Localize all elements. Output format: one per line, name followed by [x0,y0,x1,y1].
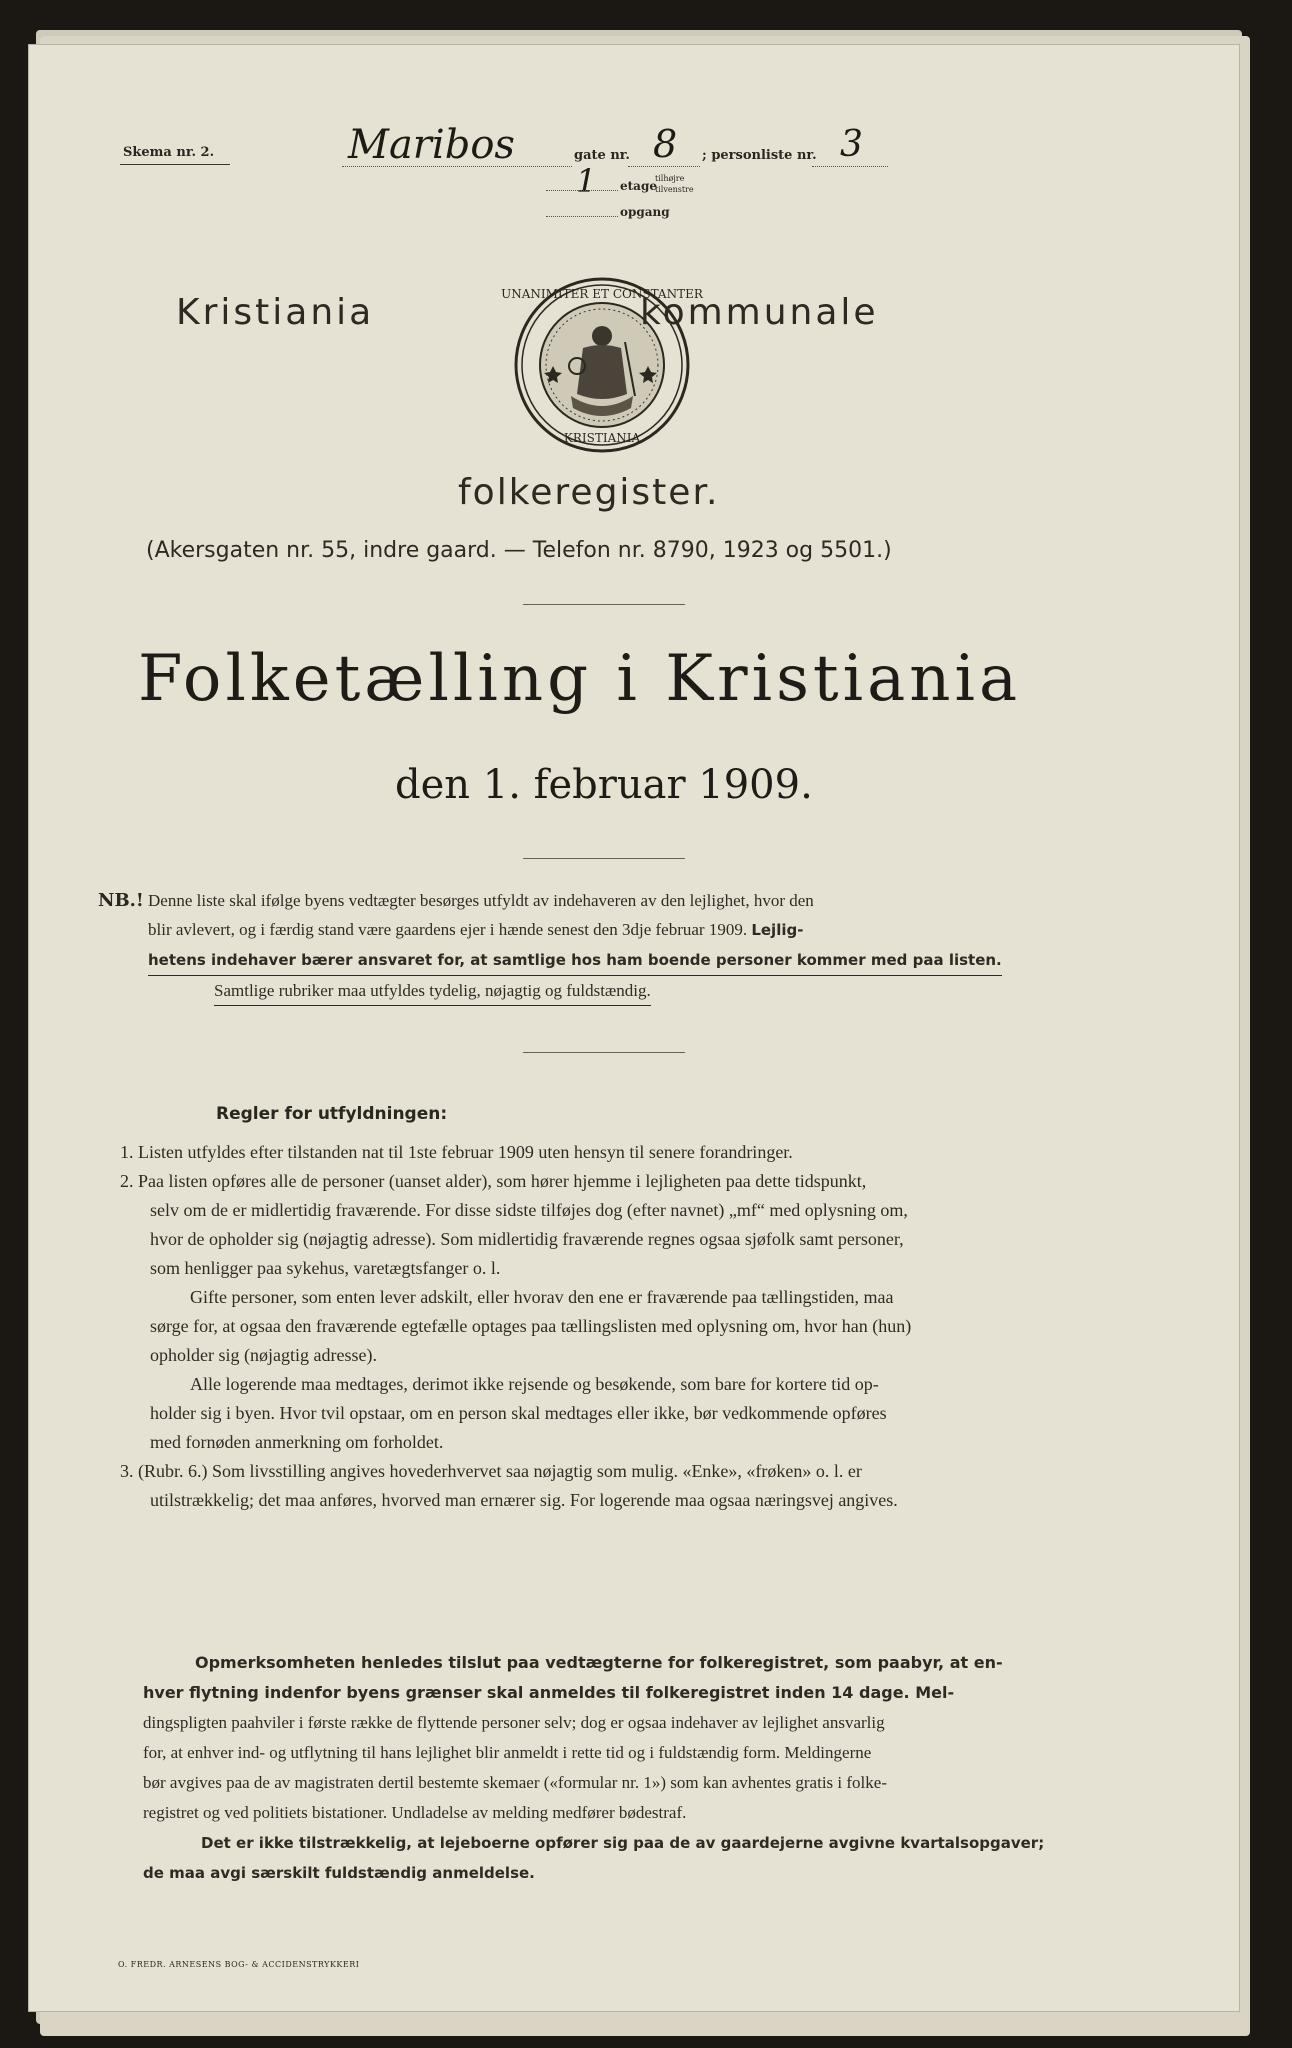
rule-line: holder sig i byen. Hvor tvil opstaar, om en person skal medtages eller ikke, bør vedkommende opføres [150,1403,887,1423]
svg-text:UNANIMITER ET CONSTANTER: UNANIMITER ET CONSTANTER [501,287,703,301]
nb-line-4: Samtlige rubriker maa utfyldes tydelig, nøjagtig og fuldstændig. [214,976,651,1006]
rule-line: Alle logerende maa medtages, derimot ikke rejsende og besøkende, som bare for kortere tid op- [190,1374,879,1394]
nb-line-2: blir avlevert, og i færdig stand være gaardens ejer i hænde senest den 3dje februar 1909. Lejlig- [148,920,804,939]
nb-paragraph [148,886,1158,1006]
rules-list [120,1138,1160,1515]
rule-line: opholder sig (nøjagtig adresse). [150,1345,377,1365]
skema-underline [120,164,230,165]
notice-line: Opmerksomheten henledes tilslut paa vedtægterne for folkeregistret, som paabyr, at en- [195,1653,1003,1672]
street-dotted-line [342,166,572,167]
office-address: (Akersgaten nr. 55, indre gaard. — Telefon nr. 8790, 1923 og 5501.) [146,538,892,563]
rule-line: Gifte personer, som enten lever adskilt, eller hvorav den ene er fraværende paa tællingstiden, maa [190,1287,894,1307]
gate-number-handwritten: 8 [653,122,678,166]
rule-line: 3. (Rubr. 6.) Som livsstilling angives hovederhvervet saa nøjagtig som mulig. «Enke», «frøken» o. l. er [120,1461,862,1481]
gate-label: gate nr. [574,148,630,163]
skema-label: Skema nr. 2. [123,145,215,160]
notice-line: Det er ikke tilstrækkelig, at lejeboerne opfører sig paa de av gaardejerne avgivne kvartalsopgaver; [201,1834,1045,1852]
office-name-line2: folkeregister. [458,472,720,513]
notice-line: dingspligten paahviler i første række de flyttende personer selv; dog er ogsaa indehaver av lejlighet ansvarlig [143,1713,885,1732]
notice-line: de maa avgi særskilt fuldstændig anmeldelse. [143,1864,535,1882]
rule-line: utilstrækkelig; det maa anføres, hvorved man ernærer sig. For logerende maa ogsaa næringsvej angives. [150,1490,898,1510]
divider-1 [523,604,685,605]
main-subtitle: den 1. februar 1909. [395,762,813,808]
nb-label: NB.! [98,890,144,911]
tilvenstre-label: tilvenstre [655,185,694,194]
divider-3 [523,1052,685,1053]
rules-heading: Regler for utfyldningen: [216,1104,448,1124]
census-form-page [28,44,1240,2012]
printer-imprint: O. FREDR. ARNESENS BOG- & ACCIDENSTRYKKERI [118,1960,360,1969]
rule-line: som henligger paa sykehus, varetægtsfanger o. l. [150,1258,501,1278]
etage-label: etage [620,179,657,193]
nb-line-1: Denne liste skal ifølge byens vedtægter besørges utfyldt av indehaveren av den lejlighet, hvor den [148,891,814,910]
rule-line: 2. Paa listen opføres alle de personer (uanset alder), som hører hjemme i lejligheten paa dette tidspunkt, [120,1171,867,1191]
office-name-left: Kristiania [176,292,375,333]
gate-dotted-line [628,166,700,167]
office-name-right: kommunale [640,292,879,333]
etage-dotted-line [546,190,618,191]
main-title: Folketælling i Kristiania [138,642,1022,716]
rule-line: 1. Listen utfyldes efter tilstanden nat til 1ste februar 1909 uten hensyn til senere forandringer. [120,1142,793,1162]
rule-line: selv om de er midlertidig fraværende. For disse sidste tilføjes dog (efter navnet) „mf“ med oplysning om, [150,1200,908,1220]
personliste-dotted-line [812,166,888,167]
notice-paragraph [143,1648,1183,1888]
nb-line-3: hetens indehaver bærer ansvaret for, at samtlige hos ham boende personer kommer med paa listen. [148,946,1002,976]
divider-2 [523,858,685,859]
rule-line: hvor de opholder sig (nøjagtig adresse). Som midlertidig fraværende regnes ogsaa sjøfolk samt personer, [150,1229,904,1249]
personliste-label: ; personliste nr. [702,148,817,163]
rule-line: sørge for, at ogsaa den fraværende egtefælle optages paa tællingslisten med oplysning om, hvor han (hun) [150,1316,912,1336]
rule-line: med fornøden anmerkning om forholdet. [150,1432,444,1452]
personliste-number-handwritten: 3 [840,124,863,165]
opgang-dotted-line [546,216,618,217]
side-labels [655,173,694,195]
notice-line: hver flytning indenfor byens grænser skal anmeldes til folkeregistret inden 14 dage. Mel- [143,1683,955,1702]
street-name-handwritten: Maribos [348,122,515,168]
tilhoire-label: tilhøjre [655,174,685,183]
notice-line: registret og ved politiets bistationer. Undladelse av melding medfører bødestraf. [143,1803,687,1822]
svg-text:KRISTIANIA: KRISTIANIA [563,431,641,445]
notice-line: for, at enhver ind- og utflytning til hans lejlighet blir anmeldt i rette tid og i fuldstændig form. Meldingerne [143,1743,872,1762]
opgang-label: opgang [620,205,670,219]
etage-number-handwritten: 1 [576,162,597,200]
notice-line: bør avgives paa de av magistraten dertil bestemte skemaer («formular nr. 1») som kan avhentes gratis i folke- [143,1773,887,1792]
